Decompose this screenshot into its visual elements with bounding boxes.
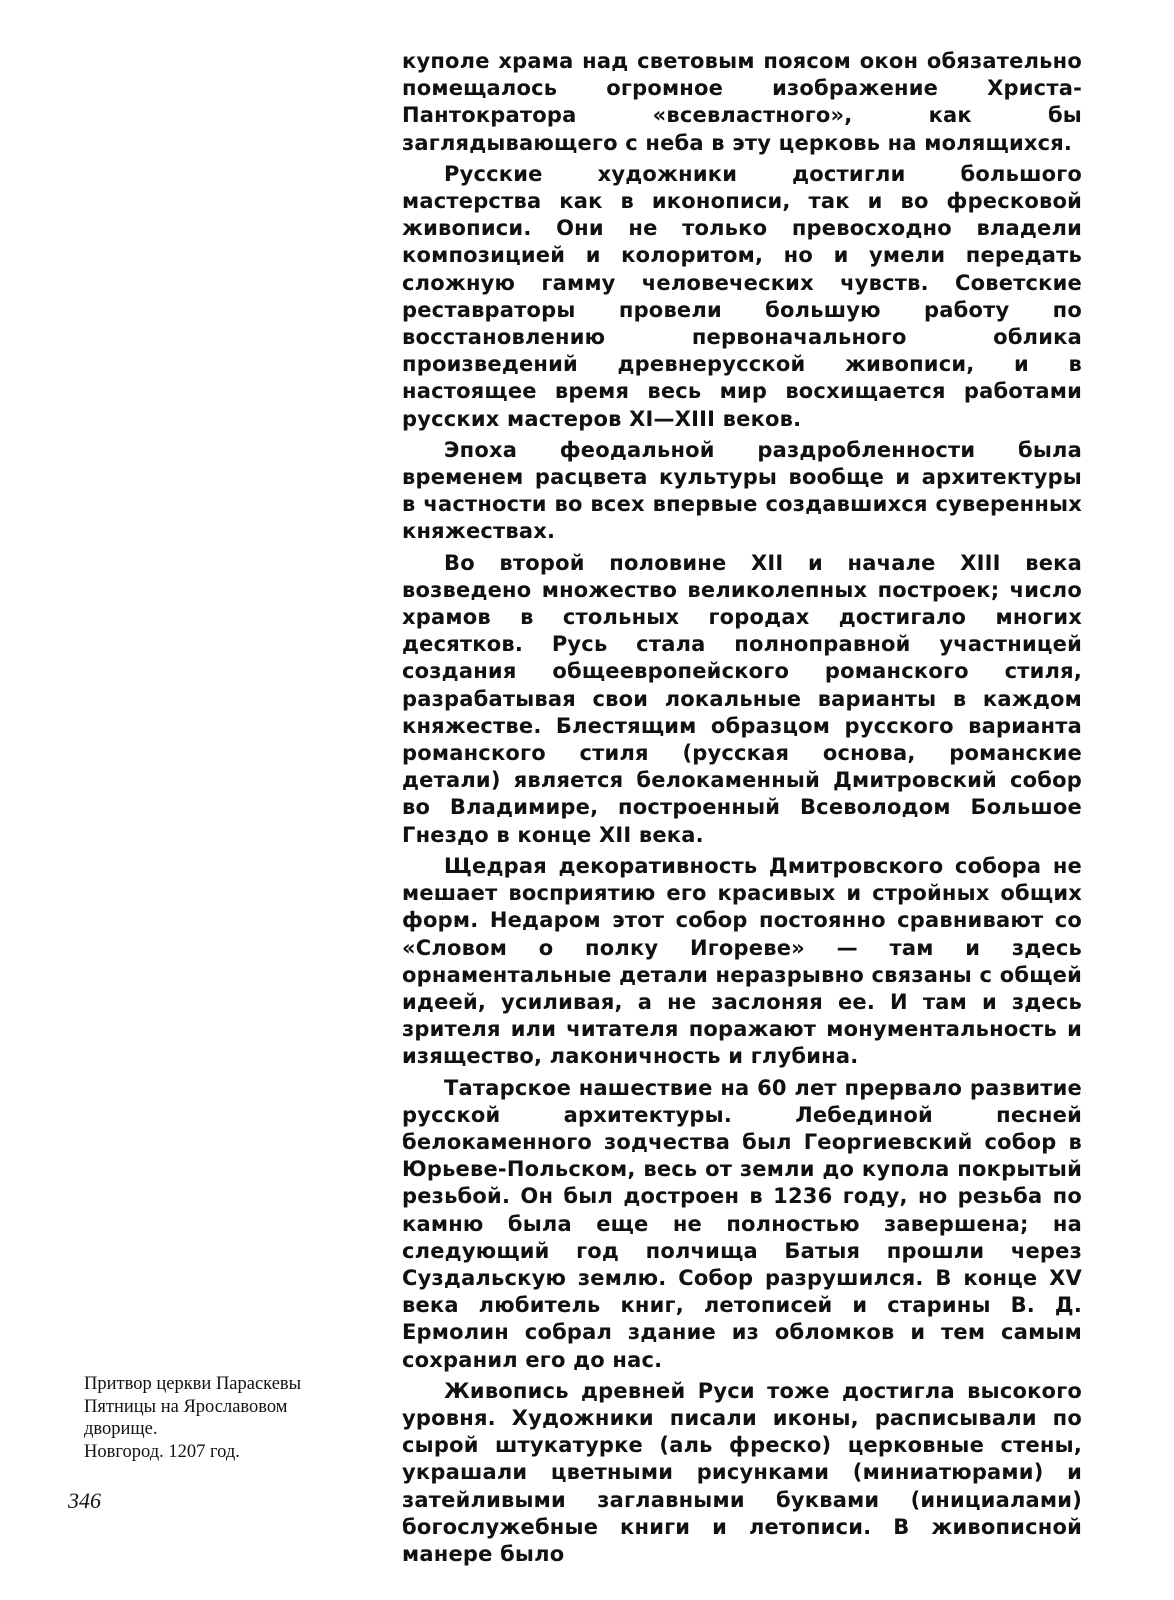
caption-line: Пятницы на Ярославовом (84, 1396, 288, 1417)
paragraph: Живопись древней Руси тоже достигла высокого уровня. Художники писали иконы, расписывали по сырой штукатурке (аль фреско) церковные стены, украшали цветными рисунками (миниатюрами) и затейливыми заглавными буквами (инициалами) богослужебные книги и летописи. В живописной манере было (402, 1378, 1082, 1566)
page-number: 346 (68, 1488, 101, 1513)
paragraph: Щедрая декоративность Дмитровского собора не мешает восприятию его красивых и стройных общих форм. Недаром этот собор постоянно сравнивают со «Словом о полку Игореве» — там и здесь орнаментальные детали неразрывно связаны с общей идеей, усиливая, а не заслоняя ее. И там и здесь зрителя или читателя поражают монументальность и изящество, лаконичность и глубина. (402, 853, 1082, 1069)
caption-line: Притвор церкви Параскевы (84, 1374, 302, 1394)
caption-line: Новгород. 1207 год. (84, 1441, 240, 1462)
paragraph: Эпоха феодальной раздробленности была временем расцвета культуры вообще и архитектуры в частности во всех впервые создавшихся суверенных княжествах. (402, 437, 1082, 544)
paragraph: Татарское нашествие на 60 лет прервало развитие русской архитектуры. Лебединой песней белокаменного зодчества был Георгиевский собор в Юрьеве-Польском, весь от земли до купола покрытый резьбой. Он был достроен в 1236 году, но резьба по камню была еще не полностью завершена; на следующий год полчища Батыя прошли через Суздальскую землю. Собор разрушился. В конце XV века любитель книг, летописей и старины В. Д. Ермолин собрал здание из обломков и тем самым сохранил его до нас. (402, 1075, 1082, 1372)
figure-caption (84, 1373, 372, 1463)
caption-line: дворище. (84, 1419, 158, 1439)
paragraph: Русские художники достигли большого мастерства как в иконописи, так и во фресковой живописи. Они не только превосходно владели композицией и колоритом, но и умели передать сложную гамму человеческих чувств. Советские реставраторы провели большую работу по восстановлению первоначального облика произведений древнерусской живописи, и в настоящее время весь мир восхищается работами русских мастеров XI—XIII веков. (402, 161, 1082, 431)
paragraph: Во второй половине XII и начале XIII века возведено множество великолепных построек; число храмов в стольных городах достигало многих десятков. Русь стала полноправной участницей создания общеевропейского романского стиля, разрабатывая свои локальные варианты в каждом княжестве. Блестящим образцом русского варианта романского стиля (русская основа, романские детали) является белокаменный Дмитровский собор во Владимире, построенный Всеволодом Большое Гнездо в конце XII века. (402, 550, 1082, 847)
text-column (402, 48, 1082, 1572)
paragraph: куполе храма над световым поясом окон обязательно помещалось огромное изображение Христа-Пантократора «всевластного», как бы заглядывающего с неба в эту церковь на молящихся. (402, 49, 1082, 155)
